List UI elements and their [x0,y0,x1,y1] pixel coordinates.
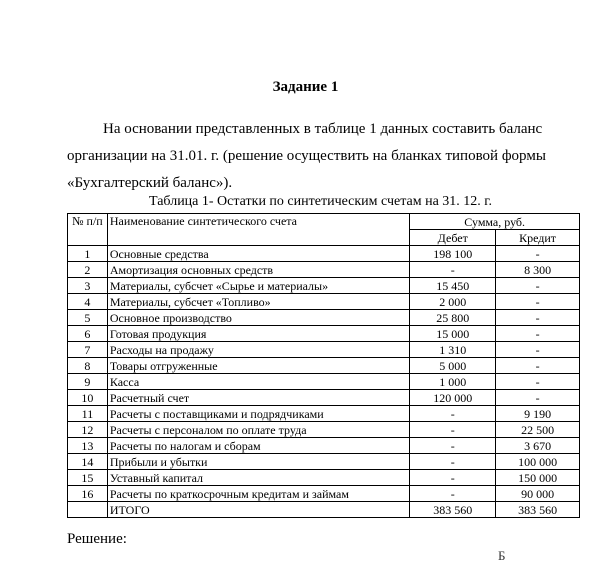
row-credit: - [496,294,580,310]
row-credit: 9 190 [496,406,580,422]
total-no-cell [68,502,108,518]
row-debit: 198 100 [410,246,496,262]
row-debit: 5 000 [410,358,496,374]
row-number: 1 [68,246,108,262]
table-row [68,262,580,278]
row-name: Материалы, субсчет «Топливо» [107,294,409,310]
row-name: Основное производство [107,310,409,326]
cut-off-text: Б [498,548,506,563]
row-debit: 2 000 [410,294,496,310]
row-name: Касса [107,374,409,390]
row-name: Уставный капитал [107,470,409,486]
row-name: Основные средства [107,246,409,262]
row-number: 14 [68,454,108,470]
row-credit: - [496,246,580,262]
table-row [68,454,580,470]
row-credit: 22 500 [496,422,580,438]
row-debit: - [410,438,496,454]
total-label: ИТОГО [107,502,409,518]
row-number: 11 [68,406,108,422]
row-debit: 15 000 [410,326,496,342]
row-debit: - [410,486,496,502]
header-credit: Кредит [496,230,580,246]
row-name: Готовая продукция [107,326,409,342]
table-row [68,278,580,294]
row-credit: 90 000 [496,486,580,502]
header-debit: Дебет [410,230,496,246]
header-name: Наименование синтетического счета [107,214,409,246]
row-name: Расчеты с поставщиками и подрядчиками [107,406,409,422]
row-debit: - [410,422,496,438]
row-name: Расчеты с персоналом по оплате труда [107,422,409,438]
row-number: 4 [68,294,108,310]
row-name: Материалы, субсчет «Сырье и материалы» [107,278,409,294]
row-number: 9 [68,374,108,390]
task-title: Задание 1 [272,79,339,95]
row-credit: - [496,374,580,390]
table-row [68,374,580,390]
row-name: Амортизация основных средств [107,262,409,278]
row-debit: - [410,262,496,278]
table-row [68,422,580,438]
table-row [68,246,580,262]
row-name: Расходы на продажу [107,342,409,358]
row-name: Прибыли и убытки [107,454,409,470]
row-debit: - [410,454,496,470]
table-caption: Таблица 1- Остатки по синтетическим счетам на 31. 12. г. [149,194,492,209]
table-row [68,326,580,342]
total-debit: 383 560 [410,502,496,518]
row-number: 5 [68,310,108,326]
row-debit: - [410,406,496,422]
row-debit: 15 450 [410,278,496,294]
row-credit: - [496,278,580,294]
table-row [68,294,580,310]
row-credit: - [496,358,580,374]
row-credit: 8 300 [496,262,580,278]
table-row [68,470,580,486]
row-credit: - [496,326,580,342]
row-credit: 150 000 [496,470,580,486]
table-row [68,342,580,358]
balance-table [67,213,580,518]
row-number: 7 [68,342,108,358]
row-credit: - [496,390,580,406]
header-no: № п/п [68,214,108,246]
total-credit: 383 560 [496,502,580,518]
row-debit: 1 310 [410,342,496,358]
row-name: Расчетный счет [107,390,409,406]
table-row [68,358,580,374]
row-debit: 1 000 [410,374,496,390]
row-number: 16 [68,486,108,502]
row-credit: - [496,310,580,326]
row-credit: - [496,342,580,358]
row-number: 10 [68,390,108,406]
row-credit: 3 670 [496,438,580,454]
header-sum: Сумма, руб. [410,214,580,230]
row-number: 6 [68,326,108,342]
row-number: 12 [68,422,108,438]
total-row [68,502,580,518]
table-row [68,486,580,502]
row-number: 13 [68,438,108,454]
table-row [68,390,580,406]
row-debit: 25 800 [410,310,496,326]
row-name: Товары отгруженные [107,358,409,374]
table-row [68,406,580,422]
table-row [68,438,580,454]
row-debit: 120 000 [410,390,496,406]
row-number: 3 [68,278,108,294]
task-paragraph-text: На основании представленных в таблице 1 данных составить баланс организации на 31.01. г. (решение осуществить на бланках типовой формы «Бухгалтерский баланс»). [67,121,546,191]
table-row [68,310,580,326]
row-number: 15 [68,470,108,486]
row-number: 2 [68,262,108,278]
solution-label: Решение: [67,531,127,547]
row-debit: - [410,470,496,486]
task-paragraph [67,116,587,197]
row-number: 8 [68,358,108,374]
row-name: Расчеты по налогам и сборам [107,438,409,454]
row-credit: 100 000 [496,454,580,470]
row-name: Расчеты по краткосрочным кредитам и займам [107,486,409,502]
